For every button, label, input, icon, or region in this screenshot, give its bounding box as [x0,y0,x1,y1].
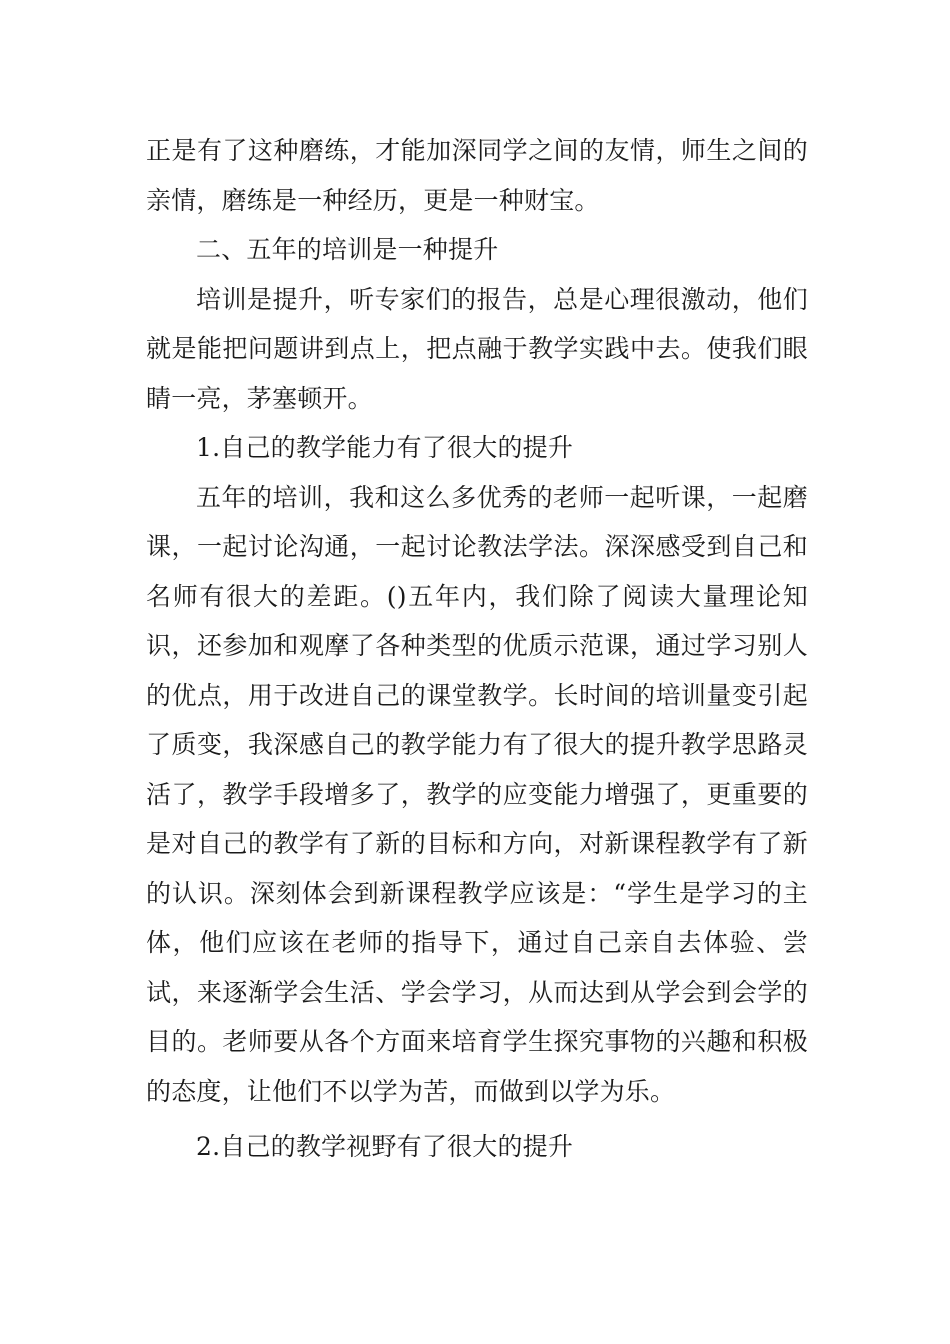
paragraph-teaching-ability: 五年的培训，我和这么多优秀的老师一起听课，一起磨课，一起讨论沟通，一起讨论教法学法。深深感受到自己和名师有很大的差距。()五年内，我们除了阅读大量理论知识，还参加和观摩了各种类型的优质示范课，通过学习别人的优点，用于改进自己的课堂教学。长时间的培训量变引起了质变，我深感自己的教学能力有了很大的提升教学思路灵活了，教学手段增多了，教学的应变能力增强了，更重要的是对自己的教学有了新的目标和方向，对新课程教学有了新的认识。深刻体会到新课程教学应该是：“学生是学习的主体，他们应该在老师的指导下，通过自己亲自去体验、尝试，来逐渐学会生活、学会学习，从而达到从学会到会学的目的。老师要从各个方面来培育学生探究事物的兴趣和积极的态度，让他们不以学为苦，而做到以学为乐。 [146,482,808,1106]
document-body [146,126,808,1172]
paragraph-friendship: 正是有了这种磨练，才能加深同学之间的友情，师生之间的亲情，磨练是一种经历，更是一种财宝。 [146,136,808,215]
subheading-teaching-vision: 2.自己的教学视野有了很大的提升 [196,1132,574,1161]
subheading-teaching-ability: 1.自己的教学能力有了很大的提升 [196,433,574,462]
paragraph-training-intro: 培训是提升，听专家们的报告，总是心理很激动，他们就是能把问题讲到点上，把点融于教学实践中去。使我们眼睛一亮，茅塞顿开。 [146,284,808,413]
section-heading-training: 二、五年的培训是一种提升 [196,235,499,264]
